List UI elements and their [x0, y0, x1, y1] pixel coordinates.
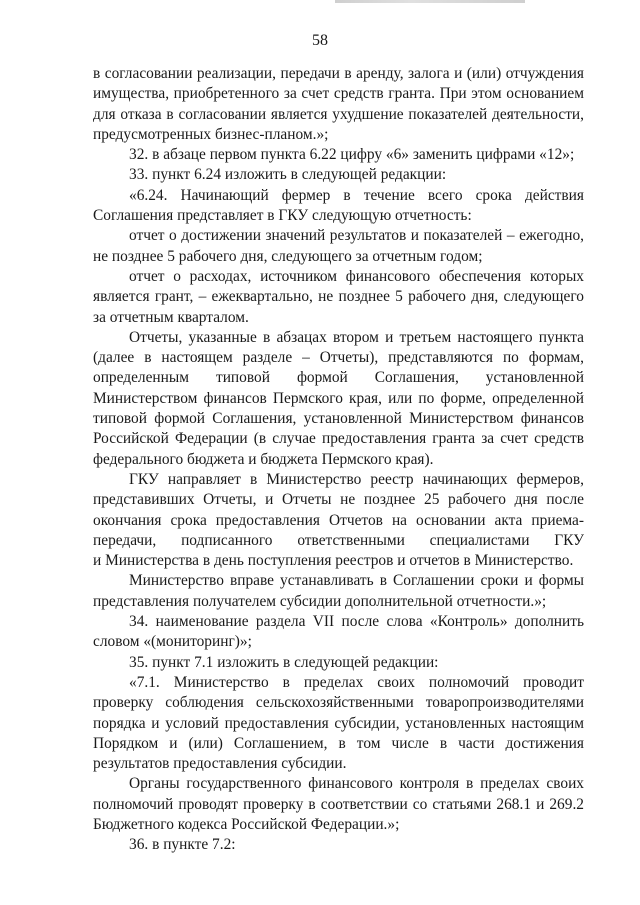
text-line: «7.1. Министерство в пределах своих полномочий проводит: [129, 673, 584, 691]
text-line: 36. в пункте 7.2:: [129, 836, 236, 854]
text-line: порядка и условий предоставления субсидии, установленных настоящим: [93, 714, 584, 732]
text-line: для отказа в согласовании является ухудшение показателей деятельности,: [93, 105, 584, 123]
text-line: Порядком и (или) Соглашением, в том числе в части достижения: [93, 734, 584, 752]
text-line: в согласовании реализации, передачи в аренду, залога и (или) отчуждения: [93, 65, 584, 82]
text-line: передачи, подписанного ответственными специалистами ГКУ: [93, 531, 584, 549]
text-line: Министерством финансов Пермского края, или по форме, определенной: [93, 389, 584, 407]
text-line: (далее в настоящем разделе – Отчеты), представляются по формам,: [93, 349, 584, 367]
text-line: 34. наименование раздела VII после слова «Контроль» дополнить: [129, 613, 584, 631]
text-line: 33. пункт 6.24 изложить в следующей редакции:: [129, 166, 447, 184]
text-line: словом «(мониторинг)»;: [93, 633, 252, 651]
scan-edge-mark: [335, 0, 525, 3]
text-line: федерального бюджета и бюджета Пермского края).: [93, 450, 434, 468]
text-line: Отчеты, указанные в абзацах втором и третьем настоящего пункта: [129, 328, 584, 346]
text-line: и Министерства в день поступления реестров и отчетов в Министерство.: [93, 552, 574, 570]
text-line: является грант, – ежеквартально, не позднее 5 рабочего дня, следующего: [93, 288, 584, 306]
page-number: 58: [312, 32, 328, 49]
text-line: определенным типовой формой Соглашения, установленной: [93, 369, 584, 387]
text-line: представления получателем субсидии дополнительной отчетности.»;: [93, 592, 547, 610]
text-line: отчет о достижении значений результатов и показателей – ежегодно,: [129, 227, 584, 245]
text-line: ГКУ направляет в Министерство реестр начинающих фермеров,: [129, 470, 584, 488]
text-line: Соглашения представляет в ГКУ следующую отчетность:: [93, 207, 472, 225]
text-line: результатов предоставления субсидии.: [93, 755, 347, 773]
text-line: окончания срока предоставления Отчетов на основании акта приема-: [93, 511, 584, 529]
text-line: имущества, приобретенного за счет средств гранта. При этом основанием: [93, 85, 584, 103]
text-line: «6.24. Начинающий фермер в течение всего срока действия: [129, 186, 584, 204]
text-line: предусмотренных бизнес-планом.»;: [93, 125, 329, 143]
text-line: не позднее 5 рабочего дня, следующего за отчетным годом;: [93, 247, 483, 265]
text-line: отчет о расходах, источником финансового обеспечения которых: [129, 267, 584, 285]
text-line: Министерство вправе устанавливать в Соглашении сроки и формы: [129, 572, 584, 590]
text-line: представивших Отчеты, и Отчеты не позднее 25 рабочего дня после: [93, 491, 584, 509]
text-line: 32. в абзаце первом пункта 6.22 цифру «6» заменить цифрами «12»;: [129, 146, 575, 164]
text-line: 35. пункт 7.1 изложить в следующей редакции:: [129, 653, 439, 671]
text-line: Бюджетного кодекса Российской Федерации.»;: [93, 815, 400, 833]
text-line: полномочий проводят проверку в соответствии со статьями 268.1 и 269.2: [93, 795, 584, 813]
text-line: за отчетным кварталом.: [93, 308, 249, 326]
text-line: проверку соблюдения сельскохозяйственными товаропроизводителями: [93, 694, 584, 712]
text-line: Органы государственного финансового контроля в пределах своих: [129, 775, 584, 793]
text-line: Российской Федерации (в случае предоставления гранта за счет средств: [93, 430, 584, 448]
document-body: [93, 64, 584, 856]
text-line: типовой формой Соглашения, установленной Министерством финансов: [93, 410, 584, 428]
